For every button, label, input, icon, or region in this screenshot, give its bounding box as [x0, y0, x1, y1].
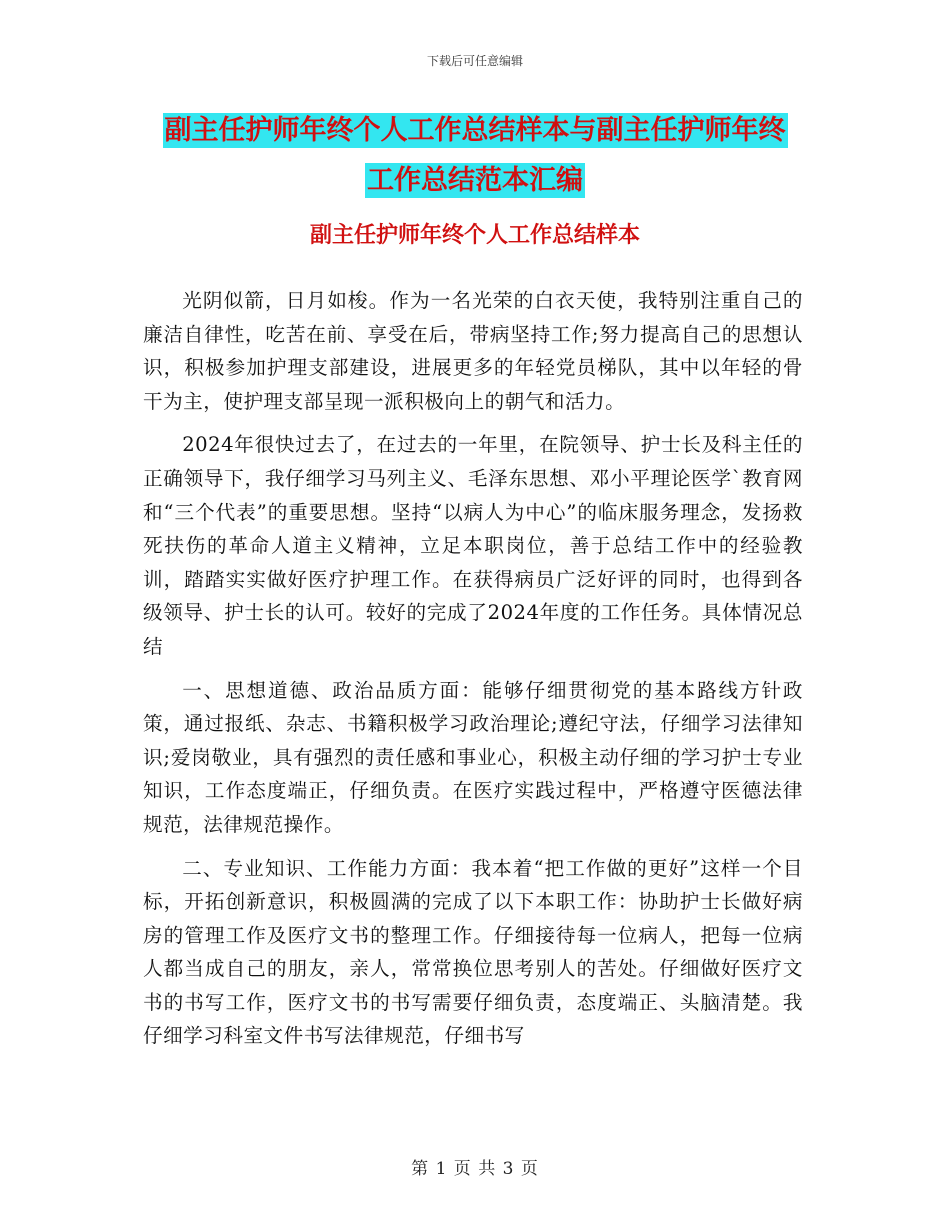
body-paragraph: 二、专业知识、工作能力方面：我本着“把工作做的更好”这样一个目标，开拓创新意识，积极圆满的完成了以下本职工作：协助护士长做好病房的管理工作及医疗文书的整理工作。仔细接待每一位病人，把每一位病人都当成自己的朋友，亲人，常常换位思考别人的苦处。仔细做好医疗文书的书写工作，医疗文书的书写需要仔细负责，态度端正、头脑清楚。我仔细学习科室文件书写法律规范，仔细书写 — [143, 856, 803, 1048]
document-body — [143, 284, 803, 1063]
body-paragraph: 2024年很快过去了，在过去的一年里，在院领导、护士长及科主任的正确领导下，我仔细学习马列主义、毛泽东思想、邓小平理论医学`教育网和“三个代表”的重要思想。坚持“以病人为中心”的临床服务理念，发扬救死扶伤的革命人道主义精神，立足本职岗位，善于总结工作中的经验教训，踏踏实实做好医疗护理工作。在获得病员广泛好评的同时，也得到各级领导、护士长的认可。较好的完成了2024年度的工作任务。具体情况总结 — [143, 433, 803, 658]
document-title-line-1: 副主任护师年终个人工作总结样本与副主任护师年终 — [164, 115, 786, 146]
body-paragraph: 一、思想道德、政治品质方面：能够仔细贯彻党的基本路线方针政策，通过报纸、杂志、书籍积极学习政治理论;遵纪守法，仔细学习法律知识;爱岗敬业，具有强烈的责任感和事业心，积极主动仔细的学习护士专业知识，工作态度端正，仔细负责。在医疗实践过程中，严格遵守医德法律规范，法律规范操作。 — [143, 678, 803, 836]
body-paragraph: 光阴似箭，日月如梭。作为一名光荣的白衣天使，我特别注重自己的廉洁自律性，吃苦在前、享受在后，带病坚持工作;努力提高自己的思想认识，积极参加护理支部建设，进展更多的年轻党员梯队，其中以年轻的骨干为主，使护理支部呈现一派积极向上的朝气和活力。 — [143, 289, 803, 413]
document-title-line-2: 工作总结范本汇编 — [367, 165, 583, 196]
section-title: 副主任护师年终个人工作总结样本 — [309, 222, 640, 248]
page-number: 第 1 页 共 3 页 — [411, 1159, 539, 1179]
document-title — [140, 106, 810, 206]
header-note: 下载后可任意编辑 — [426, 54, 523, 68]
